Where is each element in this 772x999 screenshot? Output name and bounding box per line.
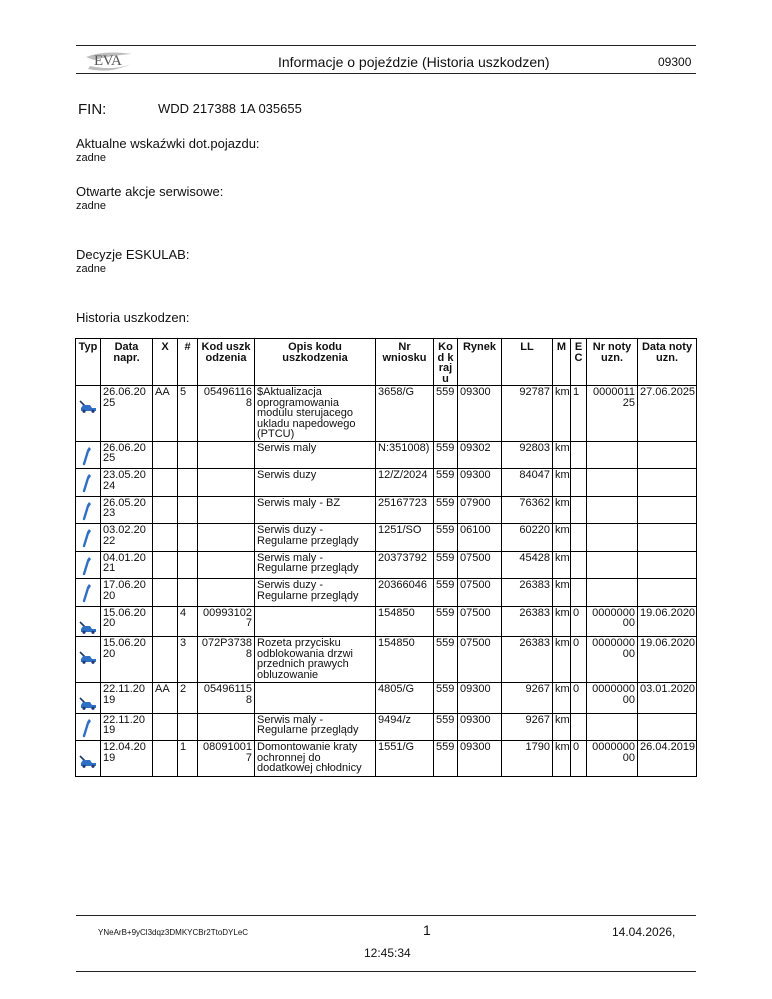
- table-row: [76, 386, 697, 442]
- col-header-number: #: [178, 339, 198, 386]
- table-row: [76, 741, 697, 777]
- cell-ll: 92803: [502, 441, 553, 469]
- cell-ec: [571, 469, 587, 497]
- cell-note-date: [638, 469, 697, 497]
- col-header-x: X: [153, 339, 178, 386]
- cell-damage-code: 072P37388: [198, 637, 255, 683]
- eskulab-heading: Decyzje ESKULAB:: [76, 247, 190, 262]
- cell-type: [76, 551, 101, 579]
- cell-market: 07500: [458, 551, 502, 579]
- cell-type: [76, 441, 101, 469]
- cell-damage-code: [198, 713, 255, 741]
- cell-ll: 9267: [502, 683, 553, 714]
- header-bottom-rule: [76, 73, 696, 74]
- cell-number: [178, 441, 198, 469]
- cell-ll: 26383: [502, 637, 553, 683]
- col-header-damage-code: Kod uszkodzenia: [198, 339, 255, 386]
- cell-country: 559: [434, 637, 458, 683]
- cell-number: 1: [178, 741, 198, 777]
- cell-description: Serwis duzy: [255, 469, 376, 497]
- cell-request: 12/Z/2024: [376, 469, 434, 497]
- cell-request: 1551/G: [376, 741, 434, 777]
- cell-market: 09300: [458, 386, 502, 442]
- wrench-icon: [81, 718, 100, 741]
- cell-note-number: 000001125: [587, 386, 638, 442]
- cell-type: [76, 713, 101, 741]
- cell-ec: 0: [571, 637, 587, 683]
- col-header-note-date: Data noty uzn.: [638, 339, 697, 386]
- table-row: [76, 496, 697, 524]
- cell-date: 17.06.2020: [101, 579, 153, 607]
- footer-date: 14.04.2026,: [612, 925, 676, 939]
- cell-market: 07500: [458, 579, 502, 607]
- cell-note-date: [638, 713, 697, 741]
- cell-type: [76, 524, 101, 552]
- col-header-date: Data napr.: [101, 339, 153, 386]
- col-header-ll: LL: [502, 339, 553, 386]
- cell-country: 559: [434, 524, 458, 552]
- table-row: [76, 579, 697, 607]
- cell-country: 559: [434, 683, 458, 714]
- table-row: [76, 637, 697, 683]
- cell-type: [76, 683, 101, 714]
- header-top-rule: [76, 45, 696, 46]
- cell-description: Domontowanie kraty ochronnej do dodatkowej chłodnicy: [255, 741, 376, 777]
- cell-date: 15.06.2020: [101, 637, 153, 683]
- cell-ll: 26383: [502, 579, 553, 607]
- cell-ll: 84047: [502, 469, 553, 497]
- cell-damage-code: [198, 579, 255, 607]
- cell-number: 3: [178, 637, 198, 683]
- wrench-icon: [81, 528, 100, 551]
- page-title: Informacje o pojeździe (Historia uszkodzen): [278, 54, 550, 70]
- cell-description: Rozeta przycisku odblokowania drzwi przednich prawych obluzowanie: [255, 637, 376, 683]
- cell-market: 07500: [458, 606, 502, 637]
- cell-damage-code: 054961158: [198, 683, 255, 714]
- cell-ec: [571, 524, 587, 552]
- cell-date: 22.11.2019: [101, 713, 153, 741]
- cell-request: 154850: [376, 637, 434, 683]
- cell-country: 559: [434, 386, 458, 442]
- cell-description: Serwis duzy - Regularne przeglądy: [255, 524, 376, 552]
- cell-description: [255, 606, 376, 637]
- col-header-description: Opis kodu uszkodzenia: [255, 339, 376, 386]
- cell-x: AA: [153, 386, 178, 442]
- cell-ll: 60220: [502, 524, 553, 552]
- cell-date: 26.06.2025: [101, 386, 153, 442]
- col-header-ec: EC: [571, 339, 587, 386]
- cell-note-number: [587, 713, 638, 741]
- history-table: [75, 338, 697, 777]
- car-icon: [79, 399, 100, 416]
- col-header-m: M: [553, 339, 571, 386]
- cell-x: [153, 524, 178, 552]
- cell-type: [76, 469, 101, 497]
- cell-type: [76, 741, 101, 777]
- cell-x: [153, 469, 178, 497]
- cell-description: Serwis maly: [255, 441, 376, 469]
- cell-ec: [571, 441, 587, 469]
- cell-number: 4: [178, 606, 198, 637]
- cell-date: 26.05.2023: [101, 496, 153, 524]
- footer-top-rule: [76, 915, 696, 916]
- cell-x: AA: [153, 683, 178, 714]
- car-icon: [79, 620, 100, 637]
- cell-ll: 9267: [502, 713, 553, 741]
- cell-note-date: [638, 524, 697, 552]
- cell-damage-code: 054961168: [198, 386, 255, 442]
- cell-market: 07500: [458, 637, 502, 683]
- cell-description: $Aktualizacja oprogramowania modulu sterujacego ukladu napedowego (PTCU): [255, 386, 376, 442]
- car-icon: [79, 696, 100, 713]
- cell-ec: [571, 551, 587, 579]
- hints-value: zadne: [76, 152, 106, 164]
- cell-type: [76, 386, 101, 442]
- cell-m: km: [553, 683, 571, 714]
- cell-country: 559: [434, 741, 458, 777]
- cell-date: 12.04.2019: [101, 741, 153, 777]
- cell-date: 22.11.2019: [101, 683, 153, 714]
- cell-note-number: 000000000: [587, 606, 638, 637]
- table-row: [76, 683, 697, 714]
- cell-x: [153, 579, 178, 607]
- cell-number: [178, 469, 198, 497]
- eva-logo: [84, 50, 134, 74]
- car-icon: [79, 650, 100, 667]
- cell-country: 559: [434, 441, 458, 469]
- cell-market: 07900: [458, 496, 502, 524]
- cell-x: [153, 713, 178, 741]
- cell-market: 09300: [458, 469, 502, 497]
- cell-ll: 1790: [502, 741, 553, 777]
- col-header-type: Typ: [76, 339, 101, 386]
- cell-description: Serwis duzy - Regularne przeglądy: [255, 579, 376, 607]
- service-actions-heading: Otwarte akcje serwisowe:: [76, 184, 224, 199]
- cell-note-number: [587, 441, 638, 469]
- cell-x: [153, 606, 178, 637]
- cell-date: 23.05.2024: [101, 469, 153, 497]
- cell-country: 559: [434, 606, 458, 637]
- cell-m: km: [553, 496, 571, 524]
- fin-label: FIN:: [78, 101, 107, 118]
- page-number: 1: [423, 922, 431, 938]
- cell-ec: [571, 579, 587, 607]
- cell-note-number: 000000000: [587, 637, 638, 683]
- cell-m: km: [553, 441, 571, 469]
- cell-m: km: [553, 386, 571, 442]
- cell-damage-code: [198, 469, 255, 497]
- cell-m: km: [553, 637, 571, 683]
- cell-description: Serwis maly - BZ: [255, 496, 376, 524]
- cell-note-number: [587, 524, 638, 552]
- cell-x: [153, 741, 178, 777]
- cell-note-date: [638, 551, 697, 579]
- cell-number: [178, 524, 198, 552]
- cell-request: 3658/G: [376, 386, 434, 442]
- cell-damage-code: [198, 496, 255, 524]
- logo-text: EVA: [94, 53, 122, 69]
- cell-damage-code: 080910017: [198, 741, 255, 777]
- table-row: [76, 469, 697, 497]
- cell-note-date: [638, 579, 697, 607]
- cell-type: [76, 496, 101, 524]
- wrench-icon: [81, 446, 100, 469]
- table-row: [76, 606, 697, 637]
- wrench-icon: [81, 501, 100, 524]
- cell-country: 559: [434, 579, 458, 607]
- cell-request: N:351008): [376, 441, 434, 469]
- cell-x: [153, 551, 178, 579]
- cell-damage-code: [198, 524, 255, 552]
- cell-request: 25167723: [376, 496, 434, 524]
- fin-value: WDD 217388 1A 035655: [158, 101, 302, 116]
- cell-number: [178, 579, 198, 607]
- cell-number: [178, 713, 198, 741]
- cell-note-date: 19.06.2020: [638, 637, 697, 683]
- cell-country: 559: [434, 551, 458, 579]
- cell-damage-code: 009931027: [198, 606, 255, 637]
- cell-note-date: 27.06.2025: [638, 386, 697, 442]
- cell-x: [153, 441, 178, 469]
- cell-country: 559: [434, 469, 458, 497]
- cell-note-date: 26.04.2019: [638, 741, 697, 777]
- cell-m: km: [553, 579, 571, 607]
- header-code: 09300: [658, 55, 692, 69]
- col-header-market: Rynek: [458, 339, 502, 386]
- cell-request: 9494/z: [376, 713, 434, 741]
- cell-note-date: [638, 441, 697, 469]
- footer-code: YNeArB+9yCl3dqz3DMKYCBr2TtoDYLeC: [98, 928, 249, 937]
- cell-m: km: [553, 713, 571, 741]
- cell-request: 1251/SO: [376, 524, 434, 552]
- cell-note-date: 19.06.2020: [638, 606, 697, 637]
- cell-ll: 26383: [502, 606, 553, 637]
- cell-request: 154850: [376, 606, 434, 637]
- table-row: [76, 551, 697, 579]
- cell-type: [76, 579, 101, 607]
- cell-ec: 1: [571, 386, 587, 442]
- cell-request: 20373792: [376, 551, 434, 579]
- cell-date: 15.06.2020: [101, 606, 153, 637]
- cell-type: [76, 606, 101, 637]
- cell-country: 559: [434, 496, 458, 524]
- cell-note-number: [587, 551, 638, 579]
- history-header-row: [76, 339, 697, 386]
- cell-ll: 76362: [502, 496, 553, 524]
- cell-description: [255, 683, 376, 714]
- cell-number: [178, 496, 198, 524]
- table-row: [76, 441, 697, 469]
- cell-note-number: 000000000: [587, 741, 638, 777]
- cell-market: 09300: [458, 683, 502, 714]
- cell-date: 03.02.2022: [101, 524, 153, 552]
- cell-ll: 45428: [502, 551, 553, 579]
- cell-x: [153, 637, 178, 683]
- cell-description: Serwis maly - Regularne przeglądy: [255, 551, 376, 579]
- col-header-note-number: Nr noty uzn.: [587, 339, 638, 386]
- cell-note-number: [587, 496, 638, 524]
- cell-m: km: [553, 469, 571, 497]
- cell-request: 20366046: [376, 579, 434, 607]
- cell-market: 09302: [458, 441, 502, 469]
- service-actions-value: zadne: [76, 200, 106, 212]
- cell-note-number: [587, 579, 638, 607]
- col-header-request: Nr wniosku: [376, 339, 434, 386]
- cell-x: [153, 496, 178, 524]
- wrench-icon: [81, 583, 100, 606]
- wrench-icon: [81, 556, 100, 579]
- cell-ec: 0: [571, 741, 587, 777]
- cell-note-date: [638, 496, 697, 524]
- cell-description: Serwis maly - Regularne przeglądy: [255, 713, 376, 741]
- footer-time: 12:45:34: [364, 946, 411, 960]
- car-icon: [79, 754, 100, 771]
- table-row: [76, 713, 697, 741]
- cell-note-date: 03.01.2020: [638, 683, 697, 714]
- cell-note-number: 000000000: [587, 683, 638, 714]
- cell-ec: [571, 496, 587, 524]
- hints-heading: Aktualne wskaźwki dot.pojazdu:: [76, 136, 260, 151]
- history-heading: Historia uszkodzen:: [76, 310, 190, 325]
- cell-m: km: [553, 524, 571, 552]
- cell-market: 09300: [458, 713, 502, 741]
- cell-m: km: [553, 606, 571, 637]
- footer-bottom-rule: [76, 971, 696, 972]
- cell-market: 09300: [458, 741, 502, 777]
- wrench-icon: [81, 473, 100, 496]
- cell-type: [76, 637, 101, 683]
- cell-m: km: [553, 551, 571, 579]
- cell-number: [178, 551, 198, 579]
- cell-m: km: [553, 741, 571, 777]
- table-row: [76, 524, 697, 552]
- cell-ec: [571, 713, 587, 741]
- cell-damage-code: [198, 551, 255, 579]
- cell-ec: 0: [571, 606, 587, 637]
- cell-market: 06100: [458, 524, 502, 552]
- cell-request: 4805/G: [376, 683, 434, 714]
- cell-date: 04.01.2021: [101, 551, 153, 579]
- cell-damage-code: [198, 441, 255, 469]
- cell-ll: 92787: [502, 386, 553, 442]
- col-header-country: Kod kraju: [434, 339, 458, 386]
- cell-number: 5: [178, 386, 198, 442]
- cell-date: 26.06.2025: [101, 441, 153, 469]
- cell-country: 559: [434, 713, 458, 741]
- cell-note-number: [587, 469, 638, 497]
- cell-number: 2: [178, 683, 198, 714]
- eskulab-value: zadne: [76, 263, 106, 275]
- cell-ec: 0: [571, 683, 587, 714]
